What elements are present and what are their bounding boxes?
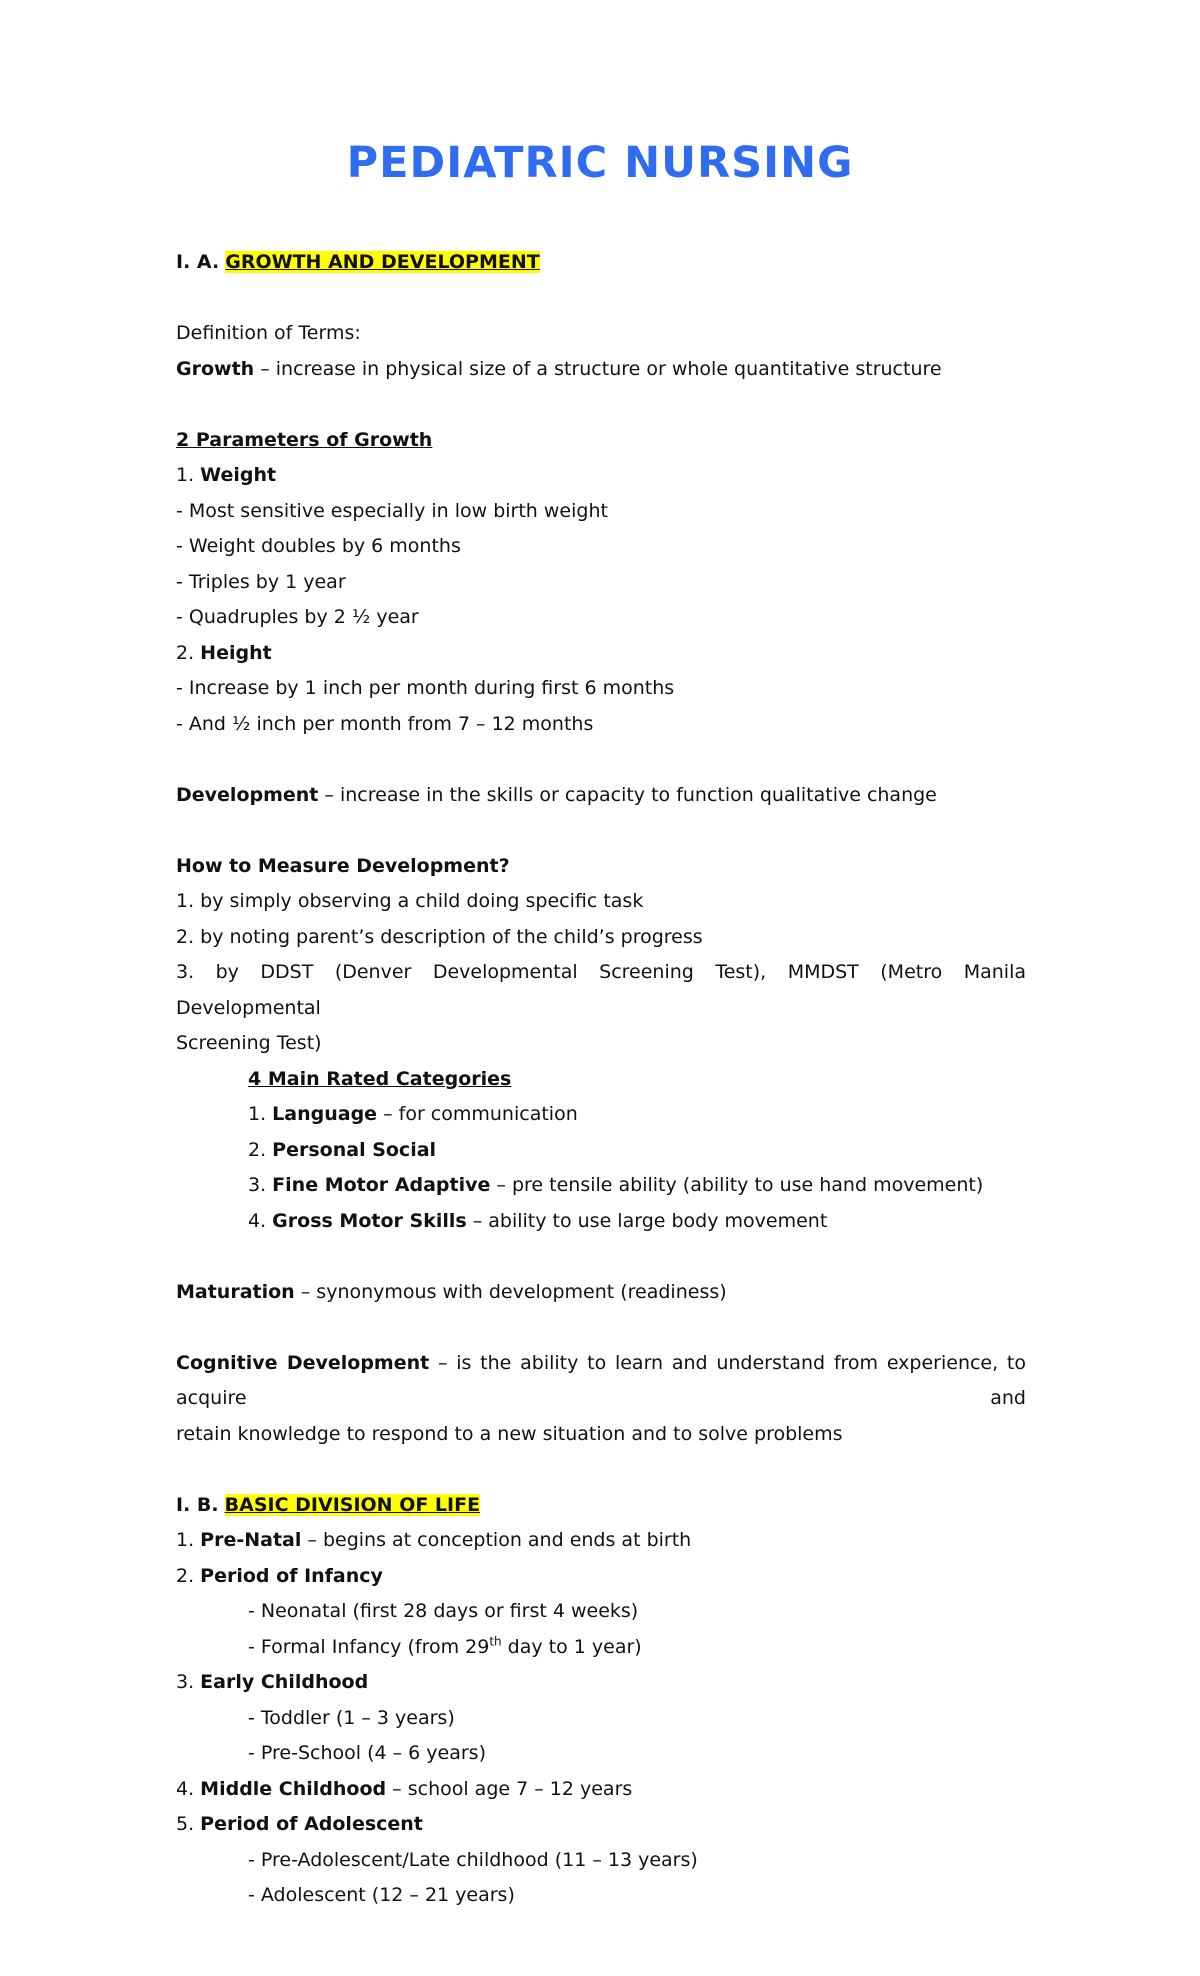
list-item: - Adolescent (12 – 21 years)	[248, 1884, 515, 1906]
height-num: 2.	[176, 641, 201, 664]
measure-heading	[176, 849, 1026, 885]
development-term: Development	[176, 783, 319, 806]
category-num: 2.	[248, 1138, 273, 1161]
list-item: 1. by simply observing a child doing specific task	[176, 890, 644, 912]
growth-definition	[176, 352, 1026, 388]
early-childhood-label: Early Childhood	[200, 1671, 369, 1693]
parameters-heading	[176, 423, 1026, 459]
list-item: - Pre-School (4 – 6 years)	[248, 1742, 486, 1764]
list-item: - Triples by 1 year	[176, 570, 346, 593]
list-item: - Pre-Adolescent/Late childhood (11 – 13 years)	[248, 1848, 698, 1871]
height-item	[176, 636, 1026, 672]
definition-label: Definition of Terms:	[176, 322, 361, 344]
development-text: – increase in the skills or capacity to function qualitative change	[318, 783, 937, 806]
list-item	[176, 1630, 1026, 1666]
blank-line	[176, 742, 1026, 778]
formal-infancy-text-end: day to 1 year)	[501, 1635, 642, 1658]
cognitive-definition	[176, 1346, 1026, 1417]
categories-heading	[176, 1062, 1026, 1098]
list-item: - And ½ inch per month from 7 – 12 months	[176, 712, 594, 735]
category-num: 3.	[248, 1174, 273, 1196]
blank-line	[176, 813, 1026, 849]
list-item: - Increase by 1 inch per month during first 6 months	[176, 677, 675, 699]
maturation-definition	[176, 1275, 1026, 1311]
cognitive-term: Cognitive Development	[176, 1351, 430, 1374]
height-label: Height	[200, 641, 272, 664]
prenatal-desc: – begins at conception and ends at birth	[301, 1529, 692, 1551]
list-item: 2. by noting parent’s description of the child’s progress	[176, 925, 703, 948]
maturation-text: – synonymous with development (readiness)	[294, 1280, 727, 1303]
section-b-prefix: I. B.	[176, 1493, 219, 1516]
adolescence-item	[176, 1807, 1026, 1843]
item-num: 5.	[176, 1813, 201, 1835]
section-b-heading	[176, 1488, 1026, 1524]
formal-infancy-text: - Formal Infancy (from 29	[248, 1635, 490, 1658]
prenatal-item	[176, 1523, 1026, 1559]
item-num: 3.	[176, 1671, 201, 1693]
blank-line	[176, 1452, 1026, 1488]
category-label: Gross Motor Skills	[272, 1209, 467, 1232]
category-label: Personal Social	[272, 1138, 437, 1161]
list-item-justified: 3. by DDST (Denver Developmental Screening Test), MMDST (Metro Manila Developmental	[176, 961, 1026, 1019]
list-item: - Weight doubles by 6 months	[176, 535, 461, 557]
middle-childhood-label: Middle Childhood	[200, 1777, 387, 1800]
section-a-prefix: I. A.	[176, 251, 220, 273]
weight-label: Weight	[200, 464, 277, 486]
blank-line	[176, 387, 1026, 423]
category-num: 1.	[248, 1103, 273, 1125]
list-item: - Quadruples by 2 ½ year	[176, 606, 419, 628]
cognitive-text: – is the ability to learn and understand from experience, to acquire and	[176, 1351, 1026, 1409]
adolescence-label: Period of Adolescent	[200, 1813, 423, 1835]
development-definition	[176, 778, 1026, 814]
early-childhood-item	[176, 1665, 1026, 1701]
ordinal-superscript: th	[489, 1634, 502, 1649]
category-num: 4.	[248, 1209, 273, 1232]
measure-title: How to Measure Development?	[176, 854, 510, 877]
item-num: 4.	[176, 1777, 201, 1800]
item-num: 2.	[176, 1564, 201, 1587]
cognitive-continuation: retain knowledge to respond to a new situation and to solve problems	[176, 1422, 843, 1445]
category-item	[176, 1168, 1026, 1204]
infancy-item	[176, 1559, 1026, 1595]
prenatal-label: Pre-Natal	[200, 1529, 302, 1551]
categories-title: 4 Main Rated Categories	[248, 1067, 512, 1090]
infancy-label: Period of Infancy	[200, 1564, 383, 1587]
category-desc: – ability to use large body movement	[466, 1209, 828, 1232]
maturation-term: Maturation	[176, 1280, 295, 1303]
page-title: PEDIATRIC NURSING	[346, 138, 854, 188]
blank-line	[176, 1239, 1026, 1275]
document-body	[176, 245, 1026, 1914]
list-item: - Neonatal (first 28 days or first 4 weeks)	[248, 1600, 639, 1622]
blank-line	[176, 1310, 1026, 1346]
growth-term: Growth	[176, 357, 255, 380]
category-label: Language	[272, 1103, 378, 1125]
middle-childhood-desc: – school age 7 – 12 years	[386, 1777, 633, 1800]
section-a-title: GROWTH AND DEVELOPMENT	[225, 251, 540, 273]
growth-text: – increase in physical size of a structure or whole quantitative structure	[254, 357, 942, 380]
weight-num: 1.	[176, 464, 201, 486]
list-item: - Toddler (1 – 3 years)	[248, 1706, 455, 1729]
category-desc: – pre tensile ability (ability to use hand movement)	[490, 1174, 984, 1196]
middle-childhood-item	[176, 1772, 1026, 1808]
category-item	[176, 1097, 1026, 1133]
section-b-title: BASIC DIVISION OF LIFE	[224, 1493, 481, 1516]
list-item-continuation: Screening Test)	[176, 1032, 322, 1054]
section-a-heading	[176, 245, 1026, 281]
category-item	[176, 1133, 1026, 1169]
category-desc: – for communication	[377, 1103, 578, 1125]
parameters-title: 2 Parameters of Growth	[176, 428, 433, 451]
category-item	[176, 1204, 1026, 1240]
list-item: - Most sensitive especially in low birth weight	[176, 499, 608, 522]
item-num: 1.	[176, 1529, 201, 1551]
category-label: Fine Motor Adaptive	[272, 1174, 491, 1196]
blank-line	[176, 281, 1026, 317]
weight-item	[176, 458, 1026, 494]
